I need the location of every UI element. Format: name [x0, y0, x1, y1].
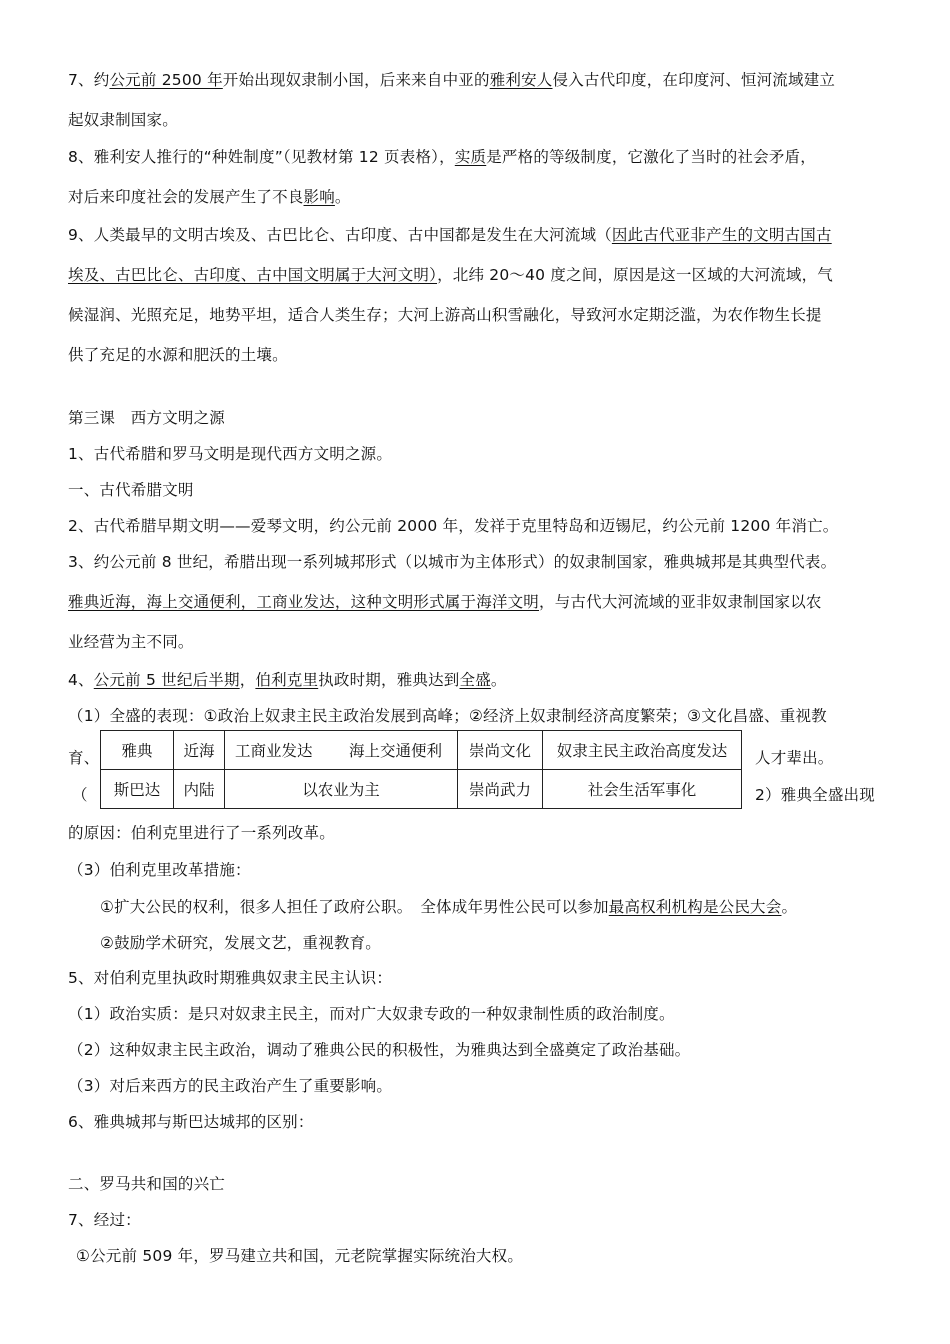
underlined-term: 实质: [454, 148, 487, 166]
underlined-date: 公元前 5 世纪后半期: [93, 671, 240, 689]
paragraph-7: 7、经过：: [68, 1211, 141, 1229]
paragraph-4-2-left: （: [72, 786, 88, 804]
section-heading-rome: 二、罗马共和国的兴亡: [68, 1175, 226, 1193]
reform-measure-2: ②鼓励学术研究，发展文艺，重视教育。: [100, 934, 381, 952]
table-row: [101, 770, 742, 809]
paragraph-2: 2、古代希腊早期文明——爱琴文明，约公元前 2000 年，发祥于克里特岛和迈锡尼，约公元前 1200 年消亡。: [68, 517, 839, 535]
section-heading-greece: 一、古代希腊文明: [68, 481, 194, 499]
text: ，北纬 20～40 度之间，原因是这一区域的大河流域，气: [437, 266, 833, 284]
paragraph-3-line2: [68, 592, 822, 612]
table-cell: 崇尚文化: [458, 731, 543, 770]
text: 侵入古代印度，在印度河、恒河流域建立: [552, 71, 836, 89]
underlined-term: 雅利安人: [489, 71, 553, 89]
paragraph-5: 5、对伯利克里执政时期雅典奴隶主民主认识：: [68, 969, 393, 987]
text: 是严格的等级制度，它激化了当时的社会矛盾，: [486, 148, 816, 166]
item-8-line2: [68, 187, 351, 207]
text: 执政时期，雅典达到: [318, 671, 460, 689]
paragraph-4: [68, 670, 507, 690]
item-9-line3: 候湿润、光照充足，地势平坦，适合人类生存；大河上游高山积雪融化，导致河水定期泛滥，为农作物生长提: [68, 306, 822, 324]
text: ①扩大公民的权利，很多人担任了政府公职。 全体成年男性公民可以参加: [100, 898, 609, 916]
text: 。: [334, 188, 351, 206]
paragraph-4-1-line1: （1）全盛的表现：①政治上奴隶主民主政治发展到高峰；②经济上奴隶制经济高度繁荣；③文化昌盛、重视教: [68, 707, 827, 725]
text: 开始出现奴隶制小国，后来来自中亚的: [222, 71, 490, 89]
paragraph-4-1-line2-right: 人才辈出。: [755, 749, 834, 767]
paragraph-4-2-right: 2）雅典全盛出现: [755, 786, 875, 804]
paragraph-3-line3: 业经营为主不同。: [68, 633, 194, 651]
underlined-term: 全盛: [459, 671, 491, 689]
item-8-line1: [68, 147, 816, 167]
table-cell: 雅典: [101, 731, 174, 770]
paragraph-4-2-line2: 的原因：伯利克里进行了一系列改革。: [68, 824, 335, 842]
paragraph-7-1: ①公元前 509 年，罗马建立共和国，元老院掌握实际统治大权。: [76, 1247, 524, 1265]
underlined-text: 最高权利机构是公民大会: [608, 898, 782, 916]
item-7-line2: 起奴隶制国家。: [68, 111, 178, 129]
text: 8、雅利安人推行的“种姓制度”（见教材第 12 页表格），: [68, 148, 455, 166]
paragraph-5-3: （3）对后来西方的民主政治产生了重要影响。: [68, 1077, 393, 1095]
table-cell: 崇尚武力: [458, 770, 543, 809]
underlined-text: 雅典近海，海上交通便利，工商业发达，这种文明形式属于海洋文明: [68, 593, 540, 611]
underlined-term: 影响: [303, 188, 335, 206]
paragraph-4-1-line2-left: 育、: [68, 749, 100, 767]
text: ，: [239, 671, 256, 689]
text: 7、约: [68, 71, 110, 89]
paragraph-4-3: （3）伯利克里改革措施：: [68, 861, 251, 879]
text: 对后来印度社会的发展产生了不良: [68, 188, 304, 206]
paragraph-1: 1、古代希腊和罗马文明是现代西方文明之源。: [68, 445, 393, 463]
text: 9、人类最早的文明古埃及、古巴比仑、古印度、古中国都是发生在大河流域（: [68, 226, 612, 244]
underlined-text: 因此古代亚非产生的文明古国古: [611, 226, 832, 244]
table-cell: 以农业为主: [225, 770, 458, 809]
lesson-title: 第三课 西方文明之源: [68, 409, 226, 427]
text: 。: [490, 671, 507, 689]
underlined-date: 公元前 2500 年: [109, 71, 223, 89]
table-cell: 社会生活军事化: [543, 770, 742, 809]
item-9-line2: [68, 265, 833, 285]
athens-sparta-comparison-table: [100, 730, 742, 809]
item-9-line1: [68, 225, 832, 245]
table-cell: 海上交通便利: [343, 731, 458, 770]
table-cell: 斯巴达: [101, 770, 174, 809]
text: 。: [781, 898, 798, 916]
table-cell: 内陆: [174, 770, 225, 809]
paragraph-5-2: （2）这种奴隶主民主政治，调动了雅典公民的积极性，为雅典达到全盛奠定了政治基础。: [68, 1041, 691, 1059]
paragraph-5-1: （1）政治实质：是只对奴隶主民主，而对广大奴隶专政的一种奴隶制性质的政治制度。: [68, 1005, 675, 1023]
item-7-line1: [68, 70, 835, 90]
table-cell: 近海: [174, 731, 225, 770]
underlined-text: 埃及、古巴比仑、古印度、古中国文明属于大河文明）: [68, 266, 438, 284]
table-cell: 奴隶主民主政治高度发达: [543, 731, 742, 770]
paragraph-3: 3、约公元前 8 世纪，希腊出现一系列城邦形式（以城市为主体形式）的奴隶制国家，雅典城邦是其典型代表。: [68, 553, 837, 571]
table-cell: 工商业发达: [225, 731, 344, 770]
table-row: [101, 731, 742, 770]
paragraph-6: 6、雅典城邦与斯巴达城邦的区别：: [68, 1113, 314, 1131]
reform-measure-1: [100, 897, 797, 917]
item-9-line4: 供了充足的水源和肥沃的土壤。: [68, 346, 288, 364]
text: ，与古代大河流域的亚非奴隶制国家以农: [539, 593, 822, 611]
underlined-name: 伯利克里: [255, 671, 319, 689]
text: 4、: [68, 671, 94, 689]
